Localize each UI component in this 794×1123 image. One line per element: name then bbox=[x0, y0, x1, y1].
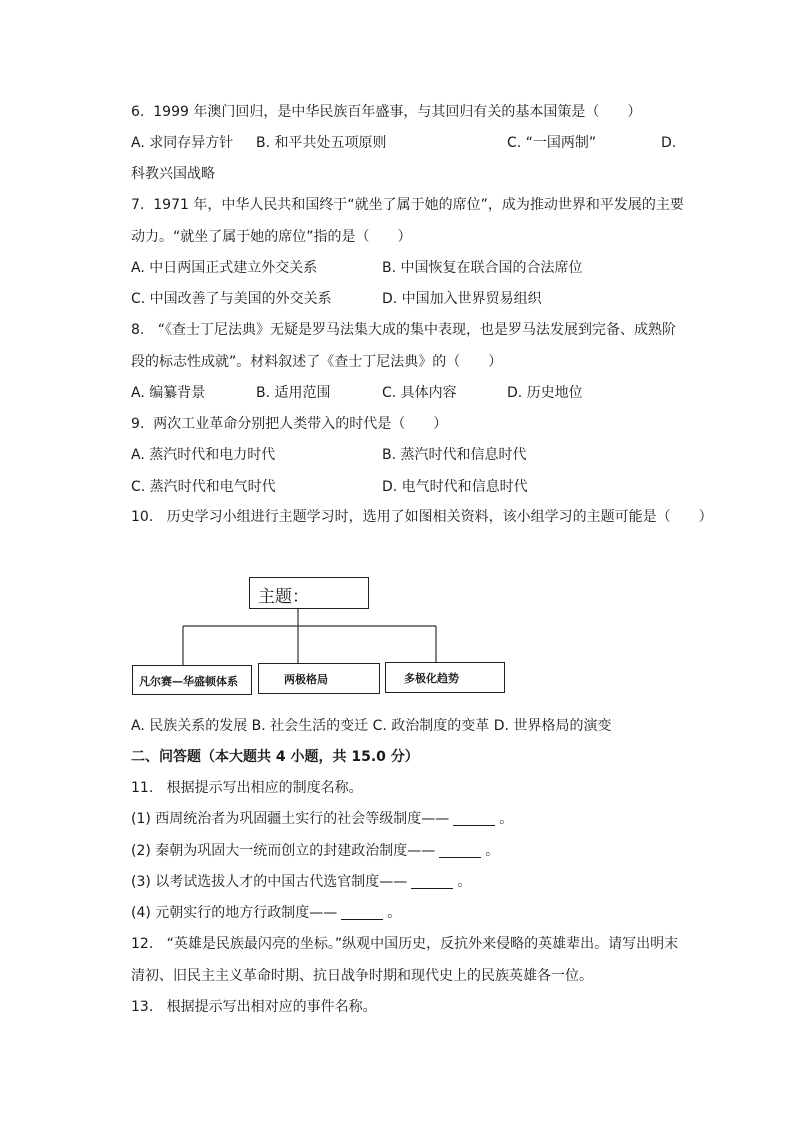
q8-option-c: C. 具体内容 bbox=[382, 385, 457, 401]
q11-item-1 bbox=[131, 809, 513, 829]
q13-stem: 13. 根据提示写出相对应的事件名称。 bbox=[131, 999, 377, 1015]
section-2-heading: 二、问答题（本大题共 4 小题，共 15.0 分） bbox=[131, 749, 419, 765]
q11-item-4-end: 。 bbox=[387, 905, 402, 921]
q9-option-c: C. 蒸汽时代和电气时代 bbox=[131, 479, 276, 495]
q8-stem-2: 段的标志性成就”。材料叙述了《查士丁尼法典》的（ ） bbox=[131, 354, 503, 370]
q7-option-d: D. 中国加入世界贸易组织 bbox=[382, 291, 542, 307]
q6-option-c: C. “一国两制” bbox=[507, 135, 597, 151]
q6-option-a: A. 求同存异方针 bbox=[131, 135, 234, 151]
q11-item-2-text: (2) 秦朝为巩固大一统而创立的封建政治制度—— bbox=[131, 843, 436, 859]
q7-stem-2: 动力。“就坐了属于她的席位”指的是（ ） bbox=[131, 229, 412, 245]
q6-stem: 6. 1999 年澳门回归，是中华民族百年盛事，与其回归有关的基本国策是（ ） bbox=[131, 104, 642, 120]
q12-stem-2: 清初、旧民主主义革命时期、抗日战争时期和现代史上的民族英雄各一位。 bbox=[131, 968, 593, 984]
q6-option-d-text: 科教兴国战略 bbox=[131, 166, 215, 182]
q11-item-3-blank[interactable] bbox=[411, 874, 453, 889]
q10-diagram-box-1 bbox=[132, 665, 252, 695]
q11-item-2-blank[interactable] bbox=[439, 843, 481, 858]
q9-stem: 9. 两次工业革命分别把人类带入的时代是（ ） bbox=[131, 416, 448, 432]
q7-option-b: B. 中国恢复在联合国的合法席位 bbox=[382, 260, 583, 276]
q11-item-4 bbox=[131, 903, 401, 923]
q11-item-3-end: 。 bbox=[457, 874, 472, 890]
q10-diagram-box-2 bbox=[258, 663, 380, 694]
q6-option-d: D. bbox=[661, 135, 677, 151]
q9-option-a: A. 蒸汽时代和电力时代 bbox=[131, 447, 276, 463]
q10-diagram-box-3-label: 多极化趋势 bbox=[404, 672, 459, 685]
q8-stem: 8. “《查士丁尼法典》无疑是罗马法集大成的集中表现，也是罗马法发展到完备、成熟阶 bbox=[131, 322, 676, 338]
q10-diagram-box-1-label: 凡尔赛—华盛顿体系 bbox=[139, 675, 238, 688]
q7-stem: 7. 1971 年，中华人民共和国终于“就坐了属于她的席位”，成为推动世界和平发展的主要 bbox=[131, 197, 684, 213]
q11-item-1-end: 。 bbox=[499, 811, 514, 827]
q9-option-d: D. 电气时代和信息时代 bbox=[382, 479, 528, 495]
q6-option-b: B. 和平共处五项原则 bbox=[256, 135, 387, 151]
q10-diagram-title: 主题： bbox=[258, 587, 309, 607]
q8-option-d: D. 历史地位 bbox=[507, 385, 583, 401]
q10-diagram-box-2-label: 两极格局 bbox=[284, 673, 328, 686]
q8-option-b: B. 适用范围 bbox=[256, 385, 331, 401]
q7-option-a: A. 中日两国正式建立外交关系 bbox=[131, 260, 318, 276]
q10-options: A. 民族关系的发展 B. 社会生活的变迁 C. 政治制度的变革 D. 世界格局的演变 bbox=[131, 718, 612, 734]
q11-item-1-text: (1) 西周统治者为巩固疆土实行的社会等级制度—— bbox=[131, 811, 450, 827]
q7-option-c: C. 中国改善了与美国的外交关系 bbox=[131, 291, 332, 307]
q9-option-b: B. 蒸汽时代和信息时代 bbox=[382, 447, 527, 463]
q11-item-3 bbox=[131, 872, 471, 892]
q11-item-3-text: (3) 以考试选拔人才的中国古代选官制度—— bbox=[131, 874, 408, 890]
q11-item-2-end: 。 bbox=[485, 843, 500, 859]
q10-diagram-title-box bbox=[249, 577, 369, 609]
q11-stem: 11. 根据提示写出相应的制度名称。 bbox=[131, 780, 363, 796]
q11-item-4-blank[interactable] bbox=[341, 905, 383, 920]
q10-stem: 10. 历史学习小组进行主题学习时，选用了如图相关资料，该小组学习的主题可能是（ ） bbox=[131, 509, 713, 525]
q10-diagram-box-3 bbox=[385, 662, 505, 693]
q12-stem: 12. “英雄是民族最闪亮的坐标。”纵观中国历史，反抗外来侵略的英雄辈出。请写出明末 bbox=[131, 936, 679, 952]
q11-item-1-blank[interactable] bbox=[453, 811, 495, 826]
q8-option-a: A. 编纂背景 bbox=[131, 385, 206, 401]
q11-item-2 bbox=[131, 841, 499, 861]
q11-item-4-text: (4) 元朝实行的地方行政制度—— bbox=[131, 905, 338, 921]
